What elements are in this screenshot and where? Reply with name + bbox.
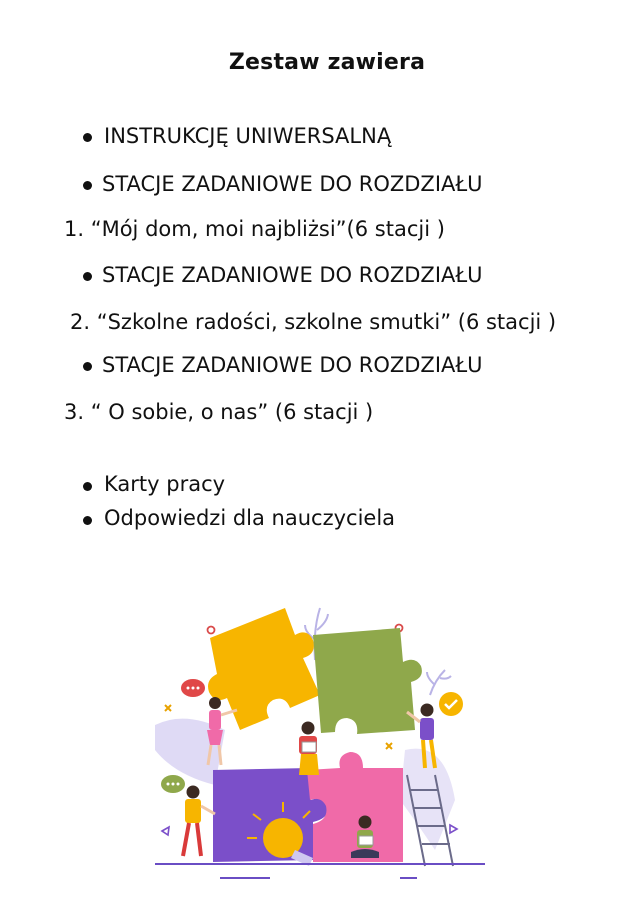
decor-triangle-icon: [162, 827, 169, 835]
person-boy-left: [183, 786, 215, 857]
person-boy-laptop: [299, 722, 319, 776]
list-item-odpowiedzi: Odpowiedzi dla nauczyciela: [104, 506, 396, 530]
bullet: [83, 181, 92, 190]
list-item-stacje-2: STACJE ZADANIOWE DO ROZDZIAŁU: [102, 263, 483, 287]
chapter-2: 2. “Szkolne radości, szkolne smutki” (6 stacji ): [70, 310, 557, 334]
list-item-stacje-3: STACJE ZADANIOWE DO ROZDZIAŁU: [102, 353, 483, 377]
puzzle-piece-yellow: [208, 608, 320, 730]
decor-triangle-icon: [450, 825, 457, 833]
decor-cross-icon: [165, 705, 171, 711]
list-item-stacje-1: STACJE ZADANIOWE DO ROZDZIAŁU: [102, 172, 483, 196]
decor-cross-icon: [386, 743, 392, 749]
chapter-3: 3. “ O sobie, o nas” (6 stacji ): [64, 400, 374, 424]
puzzle-piece-green: [313, 628, 422, 734]
list-item-karty-pracy: Karty pracy: [104, 472, 226, 496]
bullet: [83, 482, 92, 491]
page-title: Zestaw zawiera: [228, 50, 426, 75]
list-item-instrukcja: INSTRUKCJĘ UNIWERSALNĄ: [104, 124, 392, 148]
bullet: [83, 516, 92, 525]
bullet: [83, 362, 92, 371]
checkmark-badge-icon: [439, 692, 463, 716]
chapter-1: 1. “Mój dom, moi najbliżsi”(6 stacji ): [64, 217, 445, 241]
bullet: [83, 133, 92, 142]
bullet: [83, 272, 92, 281]
puzzle-teamwork-illustration: [145, 600, 495, 890]
decor-circle-icon: [208, 627, 215, 634]
chat-bubble-icon: [161, 775, 185, 793]
chat-bubble-icon: [181, 679, 205, 697]
